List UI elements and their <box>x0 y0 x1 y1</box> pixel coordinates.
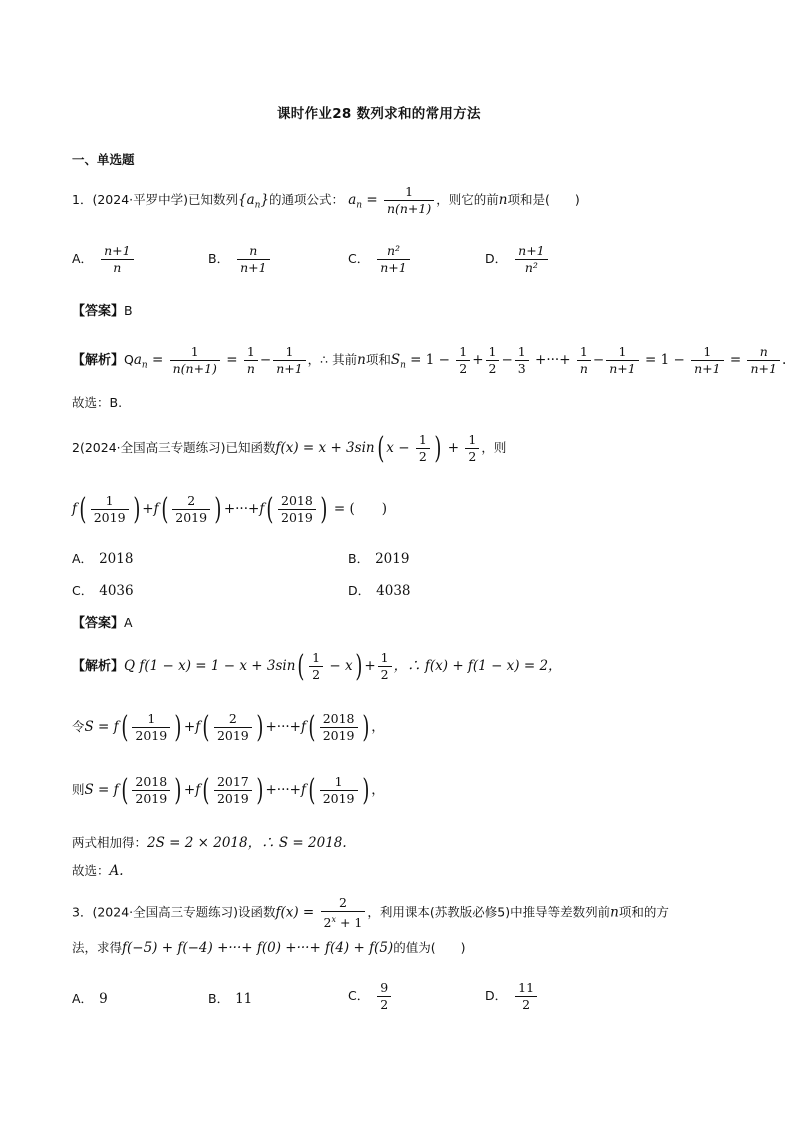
q2-analysis: 【解析】Q f(1 − x) = 1 − x + 3sin( $\frac{1}{2}$ − x) + $\frac{1}{2}$ ，∴ f(x) + f(1 − x) = 2， <box>72 648 562 684</box>
q2-sum: f( $\frac{1}{2019}$ ) +f( $\frac{2}{2019}$ ) +···+f( $\frac{2018}{2019}$ ) = ( ) <box>72 491 387 527</box>
q1-option-a: A． $\frac{n+1}{n}$ <box>72 243 136 276</box>
q1-formula-fraction: $\frac{1}{n(n+1)}$ <box>384 184 434 217</box>
q2-conclusion: 故选：A. <box>72 863 124 879</box>
q3-option-d: D． $\frac{11}{2}$ <box>485 980 539 1013</box>
q2-option-a: A． 2018 <box>72 551 134 567</box>
q1-formula: $a_n$ = <box>348 192 382 211</box>
section-heading: 一、单选题 <box>72 152 135 167</box>
q3-option-a: A． 9 <box>72 991 108 1007</box>
q1-conclusion: 故选：B. <box>72 395 123 410</box>
page-title: 课时作业28 数列求和的常用方法 <box>277 106 481 122</box>
q1-answer: 【答案】B <box>72 303 133 319</box>
q2-then-s: 则S = f( $\frac{2018}{2019}$ ) +f( $\frac{2017}{2019}$ ) +···+f( $\frac{1}{2019}$ ) ， <box>72 772 385 808</box>
q2-stem: 2(2024·全国高三专题练习)已知函数f(x) = x + 3sin( x − $\frac{1}{2}$ ) + $\frac{1}{2}$ ，则 <box>72 430 507 466</box>
q3-stem: 3．(2024·全国高三专题练习)设函数f(x) = $\frac{2}{2^x + 1}$ ，利用课本(苏教版必修5)中推导等差数列前n项和的方 <box>72 895 669 931</box>
q1-analysis: 【解析】$Qa_n$ = $\frac{1}{n(n+1)}$ = $\frac{1}{n}$ − $\frac{1}{n+1}$ ，∴ 其前n项和$S_n = 1$ − $\frac{1}{2}$ + $\frac{1}{2}$ − $\frac{1}{3}$ +···+ $\frac{1}{n}$ − $\frac{1}{n+1}$ = 1 − $\frac{1}{n+1}$ = $\frac{n}{n+1}$ . <box>72 344 787 376</box>
q2-answer: 【答案】A <box>72 615 133 631</box>
q1-number: 1． <box>72 192 93 207</box>
q1-option-c: C． $\frac{\text{n²}}{n+1}$ <box>348 243 412 276</box>
q3-option-c: C． $\frac{9}{2}$ <box>348 980 393 1013</box>
q1-option-d: D． $\frac{n+1}{\text{n²}}$ <box>485 243 550 276</box>
q3-option-b: B． 11 <box>208 991 253 1007</box>
q1-seq: $\{a_n\}$ <box>238 192 270 211</box>
q1-stem: 1．(2024·平罗中学)已知数列$\{a_n\}$的通项公式： $a_n$ = $\frac{1}{n(n+1)}$ ，则它的前n项和是( ) <box>72 184 580 216</box>
q2-option-b: B． 2019 <box>348 551 410 567</box>
q2-option-c: C． 4036 <box>72 583 134 599</box>
q2-sum-result: 两式相加得：2S = 2 × 2018，∴ S = 2018. <box>72 835 347 851</box>
q3-stem-line2: 法，求得f(−5) + f(−4) +···+ f(0) +···+ f(4) + f(5)的值为( ) <box>72 940 466 956</box>
q2-let-s: 令S = f( $\frac{1}{2019}$ ) +f( $\frac{2}{2019}$ ) +···+f( $\frac{2018}{2019}$ ) ， <box>72 709 385 745</box>
q1-source: (2024·平罗中学)已知数列 <box>92 192 238 207</box>
q2-option-d: D． 4038 <box>348 583 411 599</box>
q1-option-b: B． $\frac{n}{n+1}$ <box>208 243 272 276</box>
